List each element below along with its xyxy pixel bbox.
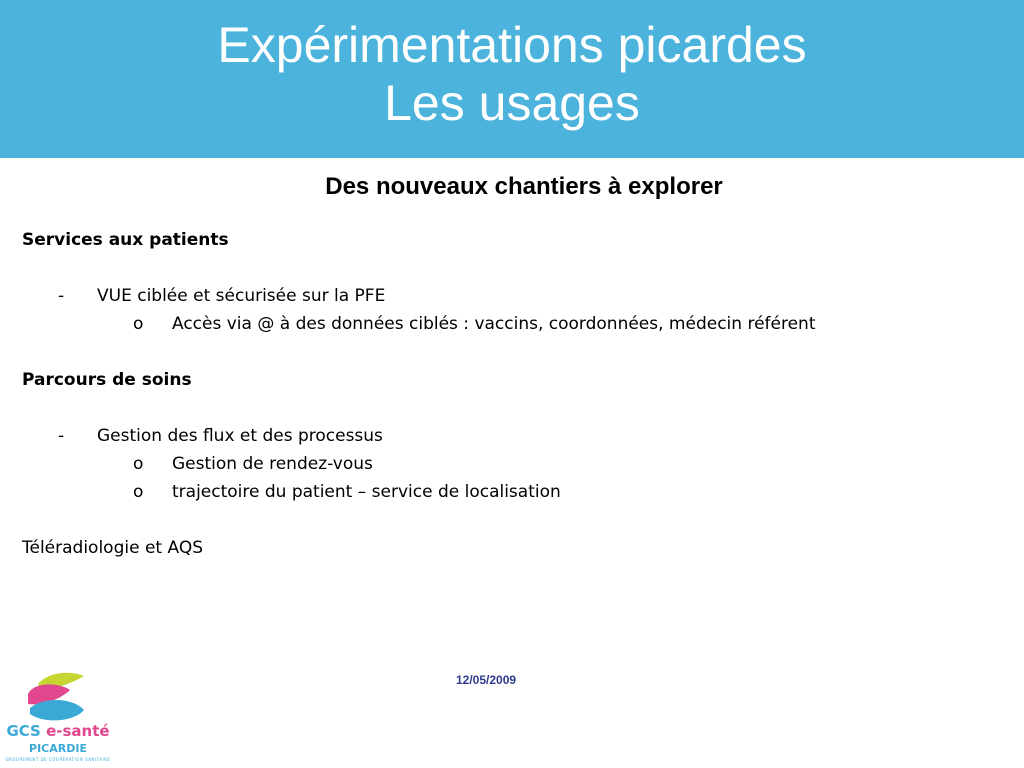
sub-list-item-text: Gestion de rendez-vous (172, 454, 373, 474)
circle-bullet: o (133, 482, 144, 502)
logo-tagline: GROUPEMENT DE COOPÉRATION SANITAIRE (5, 757, 111, 762)
section-text: Téléradiologie et AQS (22, 538, 203, 558)
section-heading: Services aux patients (22, 230, 229, 250)
slide-content (22, 226, 1002, 562)
slide-title (0, 16, 1024, 132)
header-banner (0, 0, 1024, 158)
footer-date: 12/05/2009 (456, 673, 517, 687)
logo-region: PICARDIE (29, 742, 87, 755)
list-item-text: Gestion des flux et des processus (97, 426, 383, 446)
circle-bullet: o (133, 454, 144, 474)
list-item (22, 422, 1002, 450)
logo-name: e-santé (46, 722, 110, 740)
sub-list-item (22, 310, 1002, 338)
section-heading: Parcours de soins (22, 370, 192, 390)
list-item-text: VUE ciblée et sécurisée sur la PFE (97, 286, 386, 306)
sub-list-item-text: trajectoire du patient – service de localisation (172, 482, 561, 502)
title-line-2: Les usages (384, 75, 640, 131)
sub-list-item (22, 450, 1002, 478)
dash-bullet: - (58, 426, 65, 446)
dash-bullet: - (58, 286, 65, 306)
title-line-1: Expérimentations picardes (217, 17, 807, 73)
logo-prefix: GCS (6, 722, 41, 740)
sub-list-item-text: Accès via @ à des données ciblés : vaccins, coordonnées, médecin référent (172, 314, 816, 334)
list-item (22, 282, 1002, 310)
circle-bullet: o (133, 314, 144, 334)
logo-wordmark (4, 722, 112, 740)
slide-subtitle: Des nouveaux chantiers à explorer (325, 173, 723, 200)
sub-list-item (22, 478, 1002, 506)
